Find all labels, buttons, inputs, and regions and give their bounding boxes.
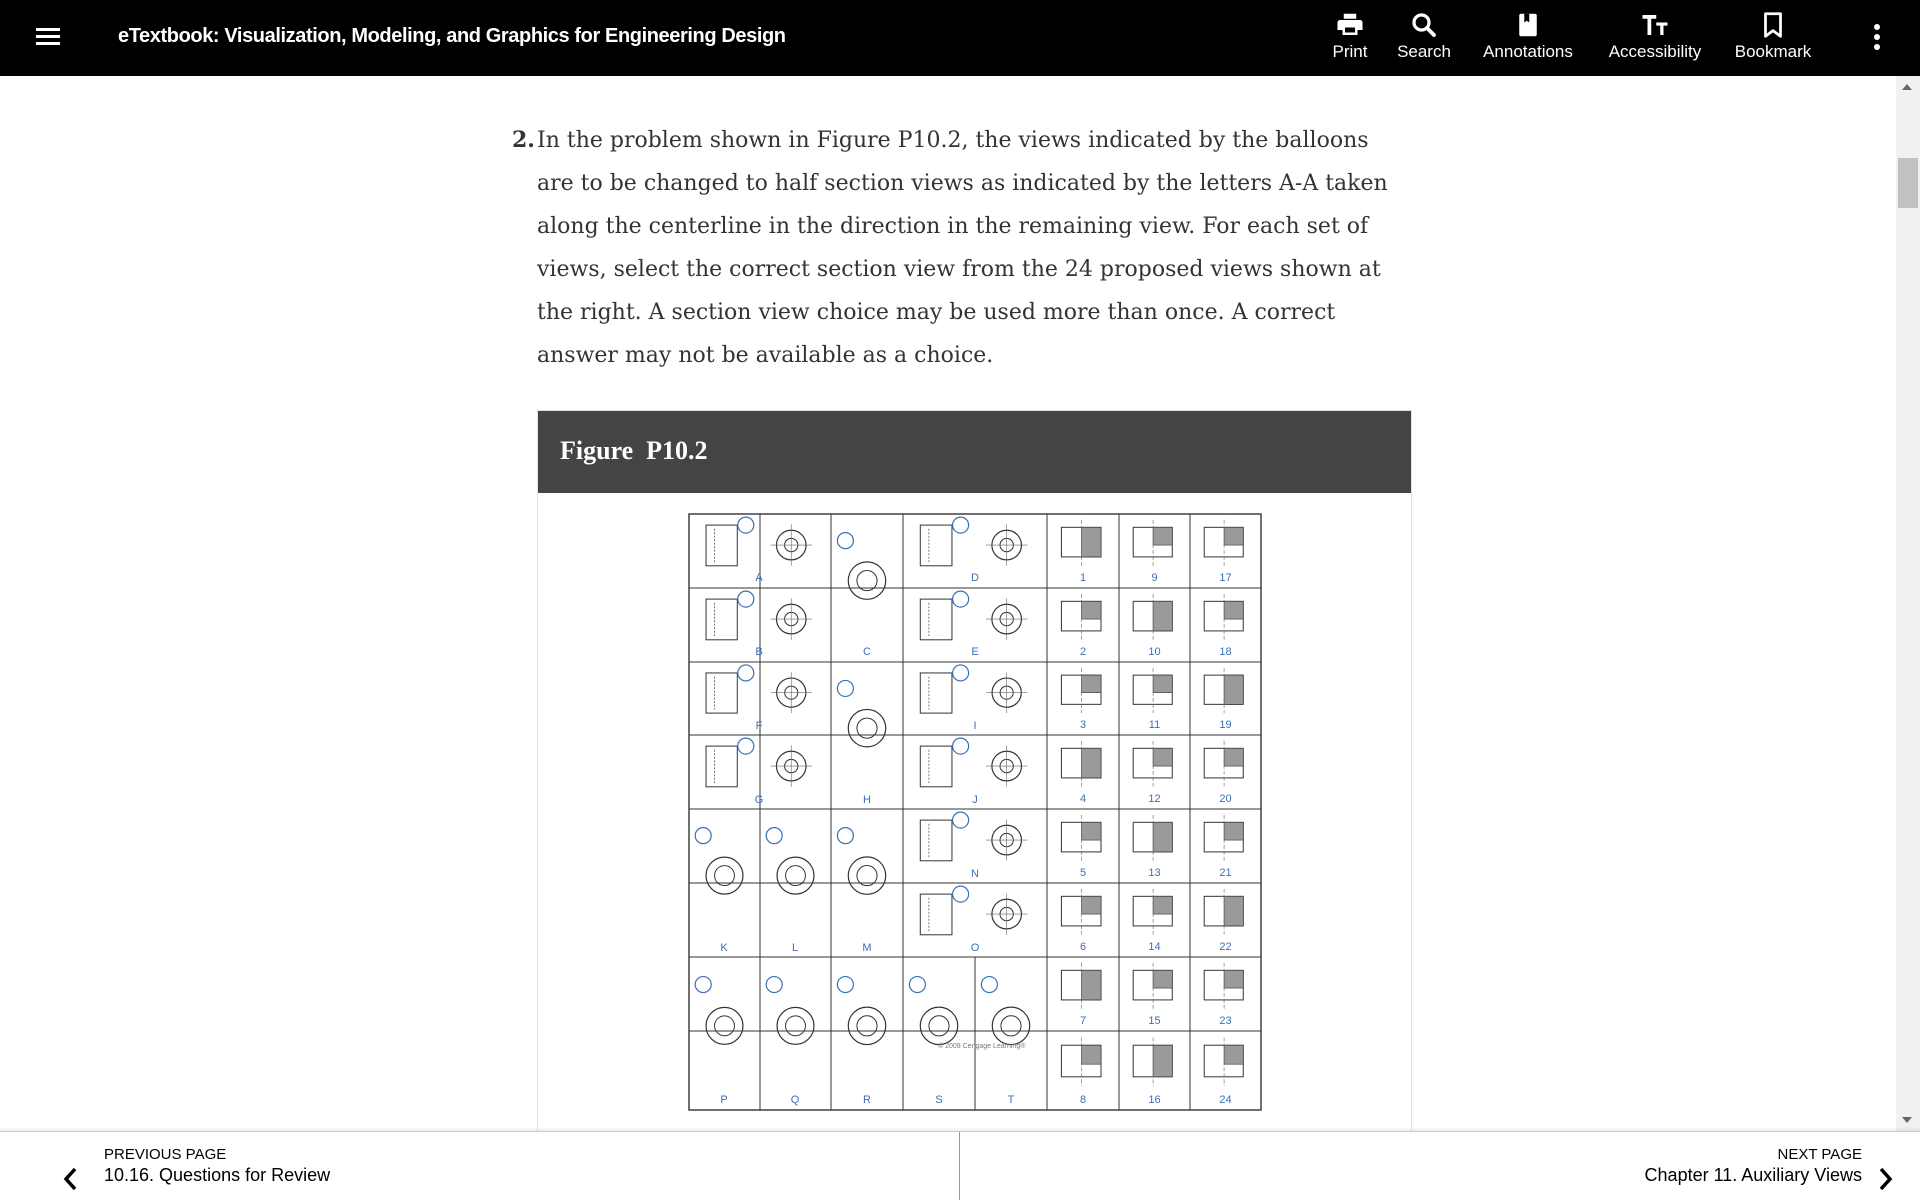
accessibility-label: Accessibility [1608,42,1702,61]
front-view [920,820,952,861]
next-page-caption: NEXT PAGE [1777,1146,1862,1163]
bookmark-label: Bookmark [1734,42,1812,61]
view-circle [848,857,885,894]
view-inner [857,1016,877,1036]
answer-view-hatch [1153,601,1172,631]
answer-number-label: 2 [1079,646,1087,658]
balloon [695,977,711,993]
previous-page-title: 10.16. Questions for Review [104,1165,331,1185]
view-letter-label: C [863,646,871,658]
answer-view-hatch [1082,748,1101,778]
balloon [953,886,969,902]
next-page-link[interactable] [1645,1146,1890,1186]
view-circle [992,1007,1029,1044]
bookmark-icon [1758,10,1788,40]
balloon [695,828,711,844]
front-view [920,746,952,787]
view-letter-label: A [755,572,763,584]
figure-heading: Figure P10.2 [538,411,1411,493]
balloon [837,828,853,844]
answer-number-label: 19 [1219,719,1232,731]
hamburger-menu-icon[interactable] [30,22,66,54]
answer-number-label: 1 [1079,572,1087,584]
front-view [920,525,952,566]
search-button[interactable] [1394,10,1454,66]
balloon [953,665,969,681]
answer-number-label: 11 [1148,719,1161,731]
answer-number-label: 13 [1148,867,1161,879]
balloon [738,738,754,754]
answer-view-hatch [1082,896,1101,914]
balloon [953,591,969,607]
answer-view-hatch [1082,601,1101,619]
answer-view-hatch [1153,822,1172,852]
answer-number-label: 9 [1151,572,1158,584]
figure-container [537,410,1412,1131]
balloon [766,828,782,844]
answer-view-hatch [1082,1045,1101,1064]
view-letter-label: P [720,1094,728,1106]
balloon [738,591,754,607]
answer-number-label: 15 [1148,1015,1161,1027]
vertical-scrollbar[interactable] [1896,76,1920,1131]
answer-number-label: 8 [1079,1094,1087,1106]
answer-view-hatch [1224,1045,1243,1064]
view-circle [920,1007,957,1044]
view-circle [706,1007,743,1044]
answer-number-label: 23 [1219,1015,1232,1027]
balloon [837,680,853,696]
view-letter-label: N [971,868,979,880]
figure-credit: © 2009 Cengage Learning® [938,1043,1026,1050]
view-letter-label: G [754,794,764,806]
view-letter-label: K [720,942,728,954]
view-letter-label: I [973,720,977,732]
answer-view-hatch [1153,527,1172,545]
main-content [0,76,1896,1131]
balloon [738,665,754,681]
answer-number-label: 24 [1219,1094,1232,1106]
question-number: 2. [512,127,535,153]
answer-view-hatch [1224,601,1243,619]
accessibility-button[interactable] [1604,10,1706,66]
front-view [920,673,952,713]
view-letter-label: D [971,572,979,584]
answer-view-hatch [1153,896,1172,914]
view-circle [777,857,814,894]
view-letter-label: M [862,942,872,954]
section-views-drawing [688,513,1263,1113]
view-inner [929,1016,949,1036]
print-icon [1335,10,1365,40]
view-letter-label: B [755,646,763,658]
scroll-thumb[interactable] [1898,158,1918,208]
answer-view-hatch [1224,970,1243,988]
balloon [837,977,853,993]
view-letter-label: H [863,794,871,806]
answer-number-label: 12 [1148,793,1161,805]
view-letter-label: Q [790,1094,800,1106]
chevron-left-icon [58,1164,84,1194]
view-circle [848,562,885,599]
answer-number-label: 20 [1219,793,1232,805]
view-letter-label: J [972,794,978,806]
view-letter-label: T [1007,1094,1015,1106]
answer-view-hatch [1224,527,1243,545]
bookmark-button[interactable] [1730,10,1816,66]
more-options-icon[interactable] [1872,24,1882,52]
answer-view-hatch [1224,822,1243,840]
balloon [738,517,754,533]
view-letter-label: R [863,1094,871,1106]
answer-number-label: 6 [1079,941,1087,953]
balloon [953,517,969,533]
search-icon [1409,10,1439,40]
balloon [837,533,853,549]
view-letter-label: L [791,942,799,954]
view-circle [848,709,885,746]
answer-view-hatch [1082,527,1101,557]
front-view [920,599,952,640]
page-navigation [0,1131,1920,1200]
answer-view-hatch [1082,675,1101,693]
previous-page-caption: PREVIOUS PAGE [104,1146,227,1163]
front-view [706,599,737,640]
previous-page-link[interactable] [68,1146,330,1186]
view-letter-label: E [971,646,979,658]
answer-view-hatch [1082,970,1101,1000]
annotations-label: Annotations [1483,42,1573,61]
annotations-button[interactable] [1476,10,1580,66]
search-label: Search [1397,42,1451,61]
answer-number-label: 21 [1219,867,1232,879]
print-label: Print [1332,42,1368,61]
view-inner [715,1016,735,1036]
answer-number-label: 22 [1219,941,1232,953]
answer-number-label: 7 [1079,1015,1087,1027]
answer-number-label: 14 [1148,941,1161,953]
next-page-title: Chapter 11. Auxiliary Views [1644,1165,1862,1185]
view-circle [777,1007,814,1044]
view-letter-label: O [970,942,980,954]
answer-number-label: 5 [1079,867,1087,879]
question-text: In the problem shown in Figure P10.2, the views indicated by the balloons are to be changed to half section views as indicated by the letters A-A taken along the centerline in the direction in the remaining view. For each set of views, select the correct section view from the 24 proposed views shown at the right. A section view choice may be used more than once. A correct answer may not be available as a choice. [537,128,1388,368]
view-letter-label: S [935,1094,943,1106]
answer-number-label: 17 [1219,572,1232,584]
front-view [706,746,737,787]
answer-view-hatch [1153,748,1172,766]
scroll-up-icon[interactable] [1902,84,1912,90]
answer-view-hatch [1082,822,1101,840]
front-view [920,894,952,935]
scroll-down-icon[interactable] [1902,1117,1912,1123]
answer-number-label: 4 [1079,793,1087,805]
front-view [706,525,737,566]
top-bar [0,0,1920,76]
view-inner [1001,1016,1021,1036]
print-button[interactable] [1328,10,1372,66]
balloon [981,977,997,993]
app-title: eTextbook: Visualization, Modeling, and Graphics for Engineering Design [118,25,786,47]
answer-view-hatch [1153,675,1172,693]
answer-view-hatch [1224,896,1243,926]
annotations-icon [1513,10,1543,40]
answer-view-hatch [1153,1045,1172,1077]
view-inner [786,1016,806,1036]
balloon [766,977,782,993]
answer-number-label: 10 [1148,646,1161,658]
view-circle [706,857,743,894]
view-letter-label: F [755,720,763,732]
front-view [706,673,737,713]
balloon [953,738,969,754]
balloon [909,977,925,993]
view-circle [848,1007,885,1044]
text-size-icon [1640,10,1670,40]
answer-view-hatch [1224,675,1243,704]
answer-number-label: 18 [1219,646,1232,658]
answer-number-label: 3 [1079,719,1087,731]
answer-view-hatch [1224,748,1243,766]
balloon [953,812,969,828]
answer-view-hatch [1153,970,1172,988]
answer-number-label: 16 [1148,1094,1161,1106]
chevron-right-icon [1872,1164,1898,1194]
figure-drawing [688,513,1263,1113]
nav-divider [959,1132,960,1200]
